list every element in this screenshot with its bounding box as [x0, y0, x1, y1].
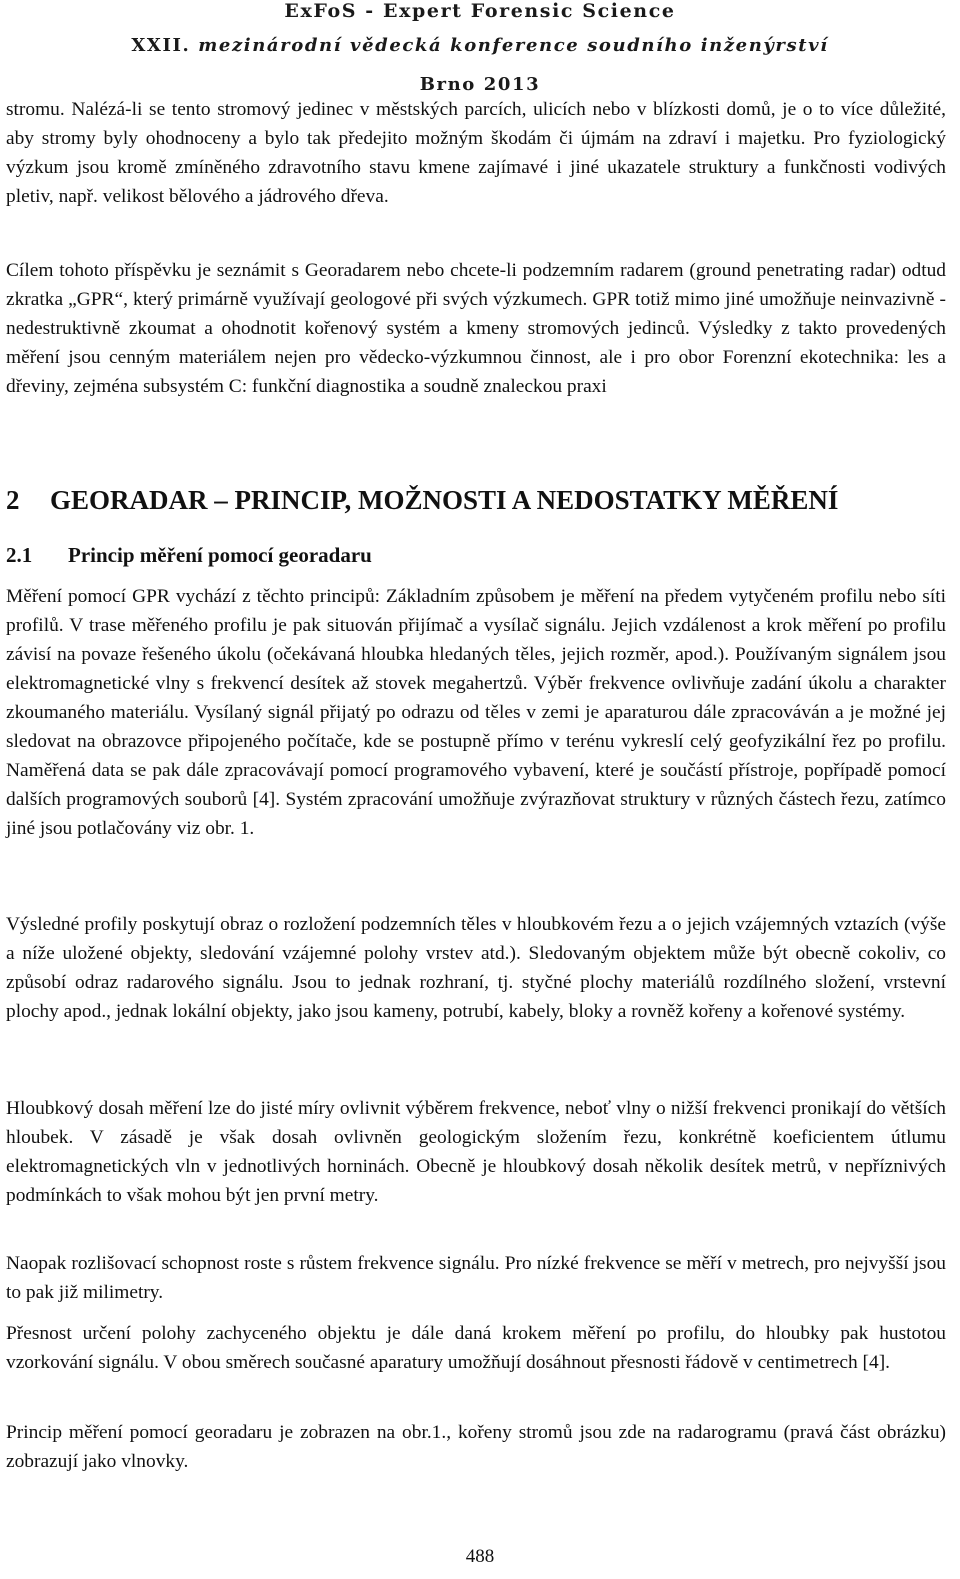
section-number: 2: [6, 485, 20, 515]
paragraph-3: Měření pomocí GPR vychází z těchto principů: Základním způsobem je měření na předem vytyčeném profilu nebo síti profilů. V trase měřeného profilu je pak situován přijímač a vysílač signálu. Jejich vzdálenost a krok měření po profilu závisí na povaze řešeného úkolu (očekávaná hloubka hledaných těles, jejich rozměr, apod.). Používaným signálem jsou elektromagnetické vlny s frekvencí desítek až stovek megahertzů. Výběr frekvence ovlivňuje zadání úkolu a charakter zkoumaného materiálu. Vysílaný signál přijatý po odrazu od těles v zemi je aparaturou dále zpracováván a je možné jej sledovat na obrazovce připojeného počítače, kde se postupně přímo v terénu vykreslí celý geofyzikální řez po profilu. Naměřená data se pak dále zpracovávají pomocí programového vybavení, které je součástí přístroje, popřípadě pomocí dalších programových souborů [4]. Systém zpracování umožňuje zvýrazňovat struktury v různých částech řezu, zatímco jiné jsou potlačovány viz obr. 1.: [6, 586, 946, 839]
paragraph-2: Cílem tohoto příspěvku je seznámit s Georadarem nebo chcete-li podzemním radarem (ground penetrating radar) odtud zkratka „GPR“, který primárně využívají geologové při svých výzkumech. GPR totiž mimo jiné umožňuje neinvazivně - nedestruktivně zkoumat a ohodnotit kořenový systém a kmeny stromových jedinců. Výsledky z takto provedených měření jsou cenným materiálem nejen pro vědecko-výzkumnou činnost, ale i pro obor Forenzní ekotechnika: les a dřeviny, zejména subsystém C: funkční diagnostika a soudně znaleckou praxi: [6, 260, 946, 397]
paragraph-8: Princip měření pomocí georadaru je zobrazen na obr.1., kořeny stromů jsou zde na radarogramu (pravá část obrázku) zobrazují jako vlnovky.: [6, 1422, 946, 1472]
running-header-place-year: Brno 2013: [419, 74, 541, 95]
section-title: GEORADAR – PRINCIP, MOŽNOSTI A NEDOSTATKY MĚŘENÍ: [50, 485, 839, 515]
running-header-title: ExFoS - Expert Forensic Science: [284, 0, 676, 22]
paragraph-5: Hloubkový dosah měření lze do jisté míry ovlivnit výběrem frekvence, neboť vlny o nižší frekvenci pronikají do větších hloubek. V zásadě je však dosah ovlivněn geologickým složením řezu, konkrétně koeficientem útlumu elektromagnetických vln v jednotlivých horninách. Obecně je hloubkový dosah několik desítek metrů, v nepříznivých podmínkách to však mohou být jen první metry.: [6, 1098, 946, 1206]
subsection-heading: [6, 541, 946, 569]
header-conference-number: XXII.: [131, 35, 191, 56]
subsection-number: 2.1: [6, 543, 33, 567]
section-heading: [6, 483, 946, 517]
page-number: 488: [465, 1546, 495, 1567]
paragraph-7: Přesnost určení polohy zachyceného objektu je dále daná krokem měření po profilu, do hloubky pak hustotou vzorkování signálu. V obou směrech současné aparatury umožňují dosáhnout přesnosti řádově v centimetrech [4].: [6, 1323, 946, 1373]
paragraph-1: stromu. Nalézá-li se tento stromový jedinec v městských parcích, ulicích nebo v blízkosti domů, je o to více důležité, aby stromy byly ohodnoceny a bylo tak předejito možným škodám či újmám na zdraví i majetku. Pro fyziologický výzkum jsou kromě zmíněného zdravotního stavu kmene zajímavé i jiné ukazatele struktury a funkčnosti vodivých pletiv, např. velikost bělového a jádrového dřeva.: [6, 99, 946, 207]
subsection-title: Princip měření pomocí georadaru: [68, 543, 372, 567]
running-header-conference: [0, 35, 960, 57]
paragraph-4: Výsledné profily poskytují obraz o rozložení podzemních těles v hloubkovém řezu a o jejich vzájemných vztazích (výše a níže uložené objekty, sledování vzájemné polohy vrstev atd.). Sledovaným objektem může být obecně cokoliv, co způsobí odraz radarového signálu. Jsou to jednak rozhraní, tj. styčné plochy materiálů rozdílného složení, vrstevní plochy apod., jednak lokální objekty, jako jsou kameny, potrubí, kabely, bloky a rovněž kořeny a kořenové systémy.: [6, 914, 946, 1022]
paragraph-6: Naopak rozlišovací schopnost roste s růstem frekvence signálu. Pro nízké frekvence se měří v metrech, pro nejvyšší jsou to pak již milimetry.: [6, 1253, 946, 1303]
header-conference-name: mezinárodní vědecká konference soudního inženýrství: [198, 35, 829, 56]
